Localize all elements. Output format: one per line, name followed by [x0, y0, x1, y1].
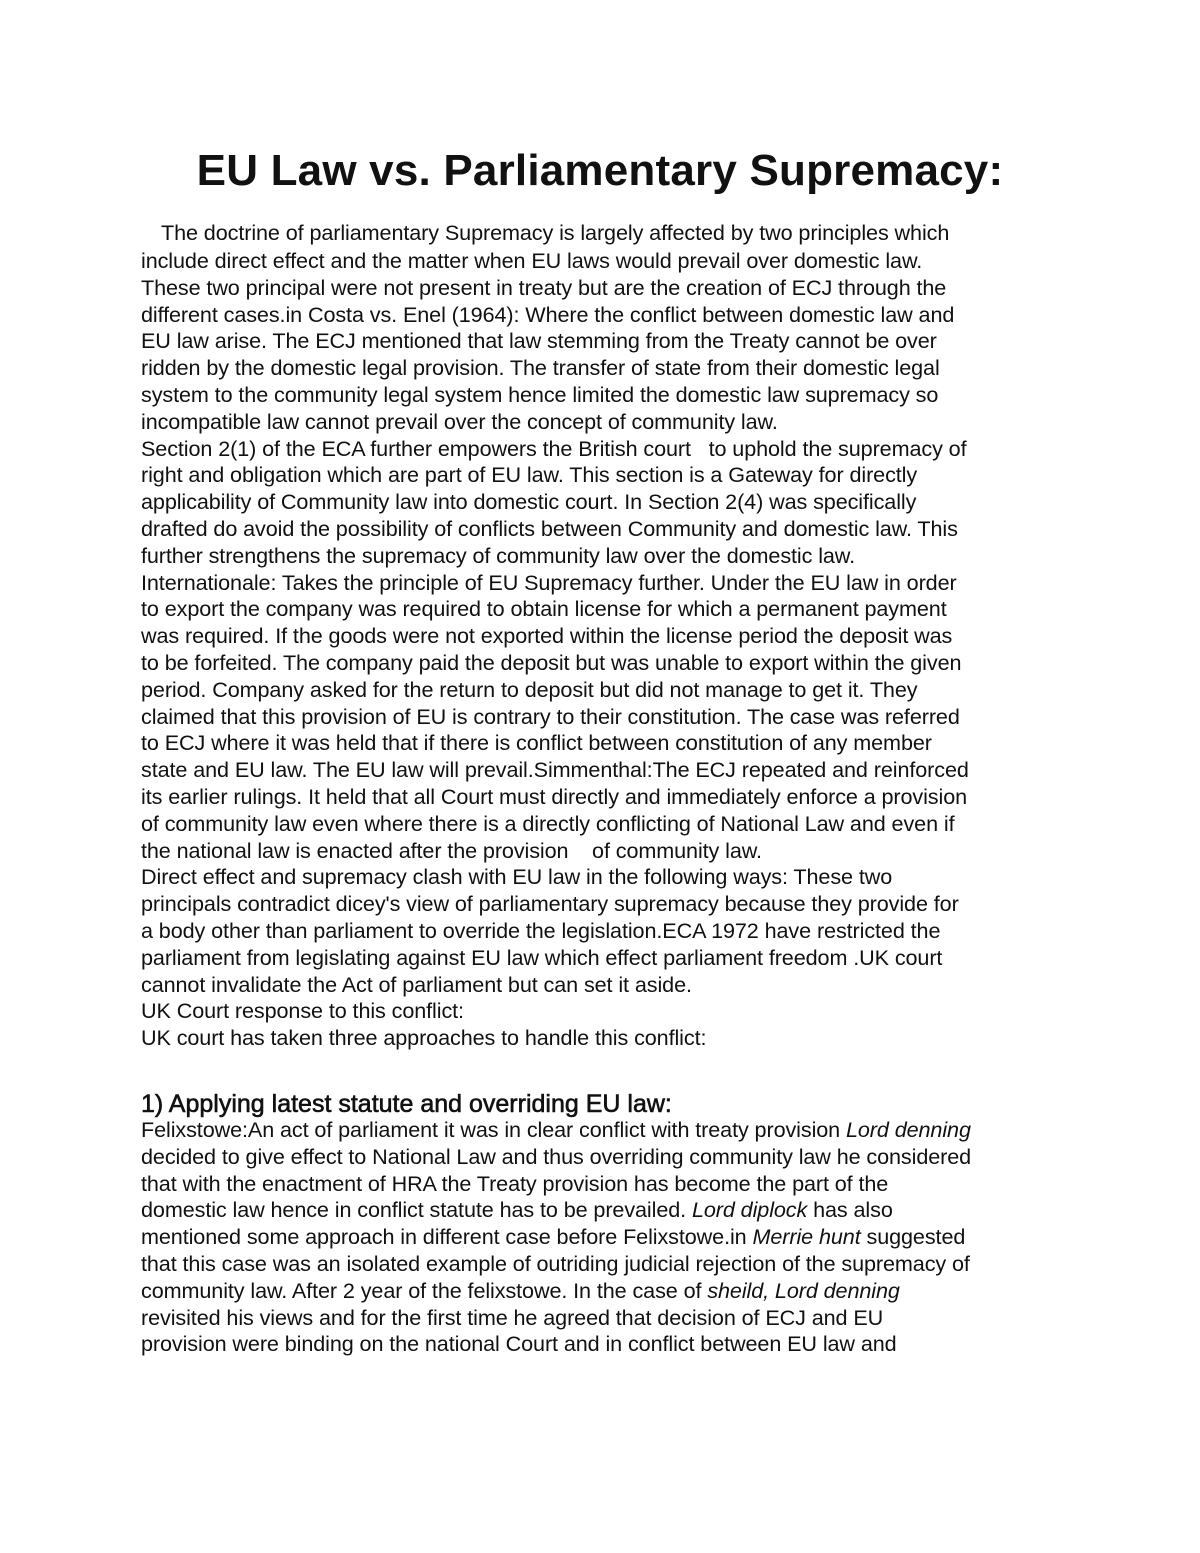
- text-line: incompatible law cannot prevail over the concept of community law.: [141, 408, 778, 434]
- text-line: [141, 1197, 1081, 1224]
- text-line: different cases.in Costa vs. Enel (1964): Where the conflict between domestic law and: [141, 301, 955, 327]
- text-line: that this case was an isolated example of outriding judicial rejection of the supremacy of: [141, 1250, 970, 1276]
- text-line: drafted do avoid the possibility of conflicts between Community and domestic law. This: [141, 515, 958, 541]
- text-line: provision were binding on the national Court and in conflict between EU law and: [141, 1331, 897, 1357]
- text-line: include direct effect and the matter when EU laws would prevail over domestic law.: [141, 248, 923, 273]
- case-name: Lord diplock: [691, 1197, 808, 1223]
- text-line: UK Court response to this conflict:: [141, 998, 464, 1024]
- text-line: the national law is enacted after the provision of community law.: [141, 837, 762, 863]
- text-line: of community law even where there is a directly conflicting of National Law and even if: [141, 810, 955, 836]
- text-line: further strengthens the supremacy of community law over the domestic law.: [141, 542, 856, 568]
- document-title: EU Law vs. Parliamentary Supremacy:: [196, 146, 1004, 195]
- text-line: to export the company was required to obtain license for which a permanent payment: [141, 596, 947, 622]
- text-line: decided to give effect to National Law and thus overriding community law he considered: [141, 1143, 972, 1169]
- text-line: The doctrine of parliamentary Supremacy is largely affected by two principles which: [161, 220, 950, 245]
- text-line: ridden by the domestic legal provision. The transfer of state from their domestic legal: [141, 355, 940, 381]
- text-run: domestic law hence in conflict statute has to be prevailed.: [141, 1197, 692, 1223]
- text-line: Direct effect and supremacy clash with EU law in the following ways: These two: [141, 864, 893, 890]
- text-line: its earlier rulings. It held that all Court must directly and immediately enforce a provision: [141, 783, 968, 809]
- text-line: EU law arise. The ECJ mentioned that law stemming from the Treaty cannot be over: [141, 328, 937, 354]
- text-line: period. Company asked for the return to deposit but did not manage to get it. They: [141, 676, 918, 702]
- text-run: Felixstowe:An act of parliament it was in clear conflict with treaty provision: [141, 1117, 846, 1142]
- text-line: system to the community legal system hence limited the domestic law supremacy so: [141, 381, 939, 407]
- text-line: [141, 1224, 1081, 1251]
- text-line: [141, 1278, 1081, 1305]
- case-name: sheild, Lord denning: [707, 1277, 900, 1303]
- text-line: Internationale: Takes the principle of EU Supremacy further. Under the EU law in order: [141, 569, 957, 595]
- text-run: mentioned some approach in different case before Felixstowe.in: [141, 1224, 753, 1250]
- text-line: These two principal were not present in treaty but are the creation of ECJ through the: [141, 274, 947, 300]
- text-line: UK court has taken three approaches to handle this conflict:: [141, 1025, 707, 1051]
- text-line: applicability of Community law into domestic court. In Section 2(4) was specifically: [141, 489, 917, 515]
- text-line: state and EU law. The EU law will prevail.Simmenthal:The ECJ repeated and reinforced: [141, 757, 969, 783]
- text-run: suggested: [860, 1224, 966, 1250]
- section-heading: 1) Applying latest statute and overriding EU law:: [141, 1090, 672, 1118]
- text-line: that with the enactment of HRA the Treaty provision has become the part of the: [141, 1170, 889, 1196]
- text-line: to ECJ where it was held that if there is conflict between constitution of any member: [141, 730, 932, 756]
- text-run: has also: [807, 1197, 893, 1223]
- text-line: parliament from legislating against EU law which effect parliament freedom .UK court: [141, 944, 943, 970]
- text-line: Section 2(1) of the ECA further empowers the British court to uphold the supremacy of: [141, 435, 967, 461]
- text-line: claimed that this provision of EU is contrary to their constitution. The case was referred: [141, 703, 960, 729]
- text-line: right and obligation which are part of EU law. This section is a Gateway for directly: [141, 462, 918, 488]
- text-line: was required. If the goods were not exported within the license period the deposit was: [141, 623, 953, 649]
- text-line: cannot invalidate the Act of parliament but can set it aside.: [141, 971, 692, 997]
- text-line: revisited his views and for the first time he agreed that decision of ECJ and EU: [141, 1304, 884, 1330]
- text-line: principals contradict dicey's view of parliamentary supremacy because they provide for: [141, 891, 959, 917]
- text-line: a body other than parliament to override the legislation.ECA 1972 have restricted the: [141, 917, 941, 943]
- body-text-top: [141, 218, 1081, 1052]
- body-text-bottom: [141, 1117, 1081, 1358]
- text-line: [141, 1117, 1081, 1144]
- case-name: Merrie hunt: [752, 1224, 861, 1250]
- case-name: Lord denning: [845, 1117, 971, 1142]
- text-run: community law. After 2 year of the felixstowe. In the case of: [141, 1277, 708, 1303]
- text-line: to be forfeited. The company paid the deposit but was unable to export within the given: [141, 649, 962, 675]
